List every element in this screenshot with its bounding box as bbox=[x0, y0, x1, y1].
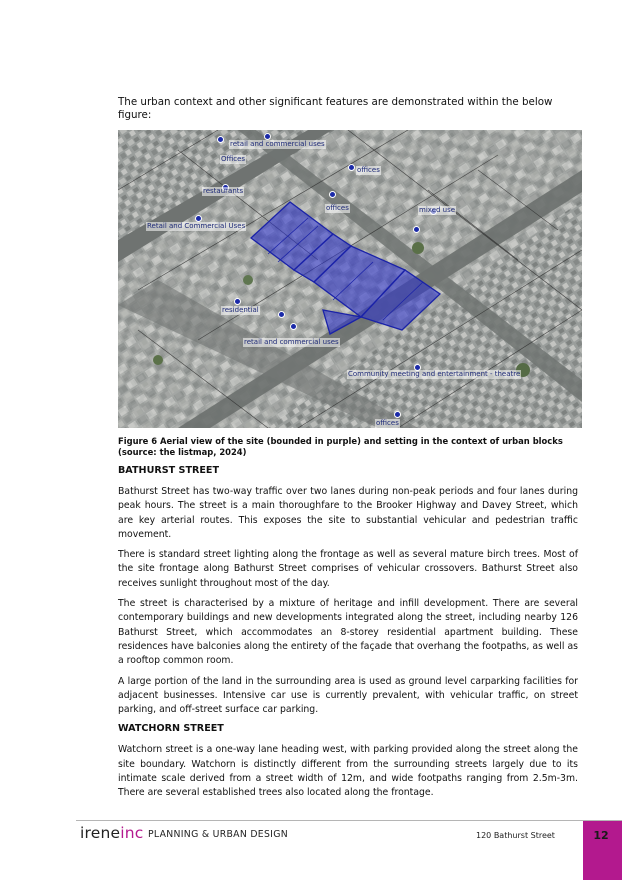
map-label: offices bbox=[376, 419, 399, 427]
paragraph: There is standard street lighting along the frontage as well as several mature birch trees. Most of the site frontage along Bathurst Street comprises of vehicular crossovers. Bathurst Street also receives sunlight throughout most of the day. bbox=[118, 549, 578, 589]
paragraph: Watchorn street is a one-way lane heading west, with parking provided along the street along the site boundary. Watchorn is distinctly different from the surrounding streets largely due to its intimate scale derived from a street width of 12m, and wide footpaths ranging from 2.5m-3m. There are several established trees also located along the frontage. bbox=[118, 744, 578, 799]
map-marker bbox=[329, 191, 336, 198]
map-marker bbox=[234, 298, 241, 305]
map-label: residential bbox=[222, 306, 259, 314]
section-heading-watchorn: WATCHORN STREET bbox=[118, 723, 224, 735]
map-label: retail and commercial uses bbox=[244, 338, 339, 346]
paragraph: The street is characterised by a mixture of heritage and infill development. There are several contemporary buildings and new developments integrated along the street, including nearby 126 Bathurst Street, which accommodates an 8-storey residential apartment building. These residences have balconies along the entirety of the façade that overhang the footpaths, as well as a rooftop common room. bbox=[118, 598, 578, 667]
aerial-map-image bbox=[118, 130, 582, 428]
paragraph: Bathurst Street has two-way traffic over two lanes during non-peak periods and four lanes during peak hours. The street is a main thoroughfare to the Brooker Highway and Davey Street, which are key arterial routes. This exposes the site to substantial vehicular and pedestrian traffic movement. bbox=[118, 486, 578, 540]
map-label: restaurants bbox=[203, 187, 244, 195]
aerial-map-figure bbox=[118, 130, 582, 428]
page-content bbox=[118, 96, 578, 807]
footer-address: 120 Bathurst Street bbox=[476, 831, 555, 840]
map-marker bbox=[217, 136, 224, 143]
map-label: Community meeting and entertainment - theatre bbox=[348, 370, 521, 378]
footer-divider bbox=[76, 820, 622, 821]
figure-caption: Figure 6 Aerial view of the site (bounded in purple) and setting in the context of urban blocks (source: the listmap, 2024) bbox=[118, 436, 563, 457]
map-label: offices bbox=[357, 166, 380, 174]
section-heading-bathurst: BATHURST STREET bbox=[118, 465, 220, 476]
page-number: 12 bbox=[593, 829, 609, 842]
map-marker bbox=[195, 215, 202, 222]
brand-main: irene bbox=[80, 824, 121, 842]
map-label: Offices bbox=[221, 155, 246, 163]
map-label: mixed use bbox=[419, 206, 456, 214]
map-label: offices bbox=[326, 204, 349, 212]
map-marker bbox=[264, 133, 271, 140]
map-marker bbox=[394, 411, 401, 418]
paragraph: A large portion of the land in the surrounding area is used as ground level carparking facilities for adjacent businesses. Intensive car use is currently prevalent, with vehicular traffic, on street parking, and off-street surface car parking. bbox=[118, 675, 578, 716]
brand-logo bbox=[80, 824, 144, 842]
map-marker bbox=[290, 323, 297, 330]
brand-subtitle: PLANNING & URBAN DESIGN bbox=[148, 829, 288, 840]
map-marker bbox=[348, 164, 355, 171]
brand-accent: inc bbox=[120, 824, 144, 842]
map-marker bbox=[413, 226, 420, 233]
map-marker bbox=[278, 311, 285, 318]
intro-text: The urban context and other significant features are demonstrated within the below figure: bbox=[118, 96, 553, 121]
map-label: Retail and Commercial Uses bbox=[147, 222, 246, 230]
map-label: retail and commercial uses bbox=[230, 140, 325, 148]
